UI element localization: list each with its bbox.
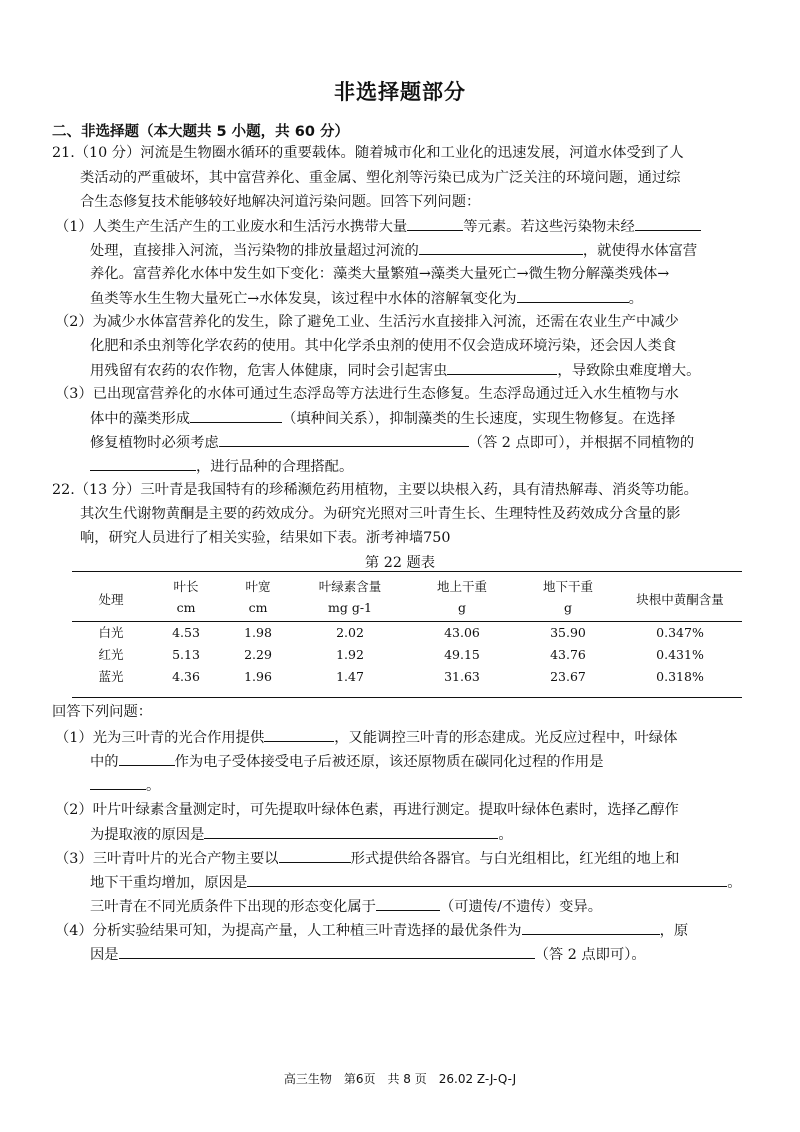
table-cell: 31.63	[444, 668, 480, 684]
table-cell: 蓝光	[98, 669, 124, 684]
q22-part2-text-b: 为提取液的原因是	[90, 827, 205, 843]
q22-part2-text-c: 。	[498, 827, 513, 843]
answer-blank[interactable]	[407, 216, 463, 231]
q21-part2-text-c: 用残留有农药的农作物，危害人体健康，同时会引起害虫	[90, 363, 448, 379]
table-cell: 1.98	[244, 624, 272, 640]
q22-part3-text-b: 形式提供给各器官。与白光组相比，红光组的地上和	[350, 851, 680, 867]
answer-blank[interactable]	[517, 288, 629, 303]
table-cell: 白光	[98, 625, 124, 640]
page-title: 非选择题部分	[334, 80, 466, 104]
q22-part4-text-b: ，原	[659, 923, 689, 939]
table-cell: 1.96	[244, 668, 272, 684]
q22-part3-text-a: （3）三叶青叶片的光合产物主要以	[55, 851, 279, 867]
q21-part1-line-1	[55, 216, 701, 237]
table-unit-cell: cm	[176, 599, 196, 615]
table-cell: 4.53	[172, 624, 200, 640]
q21-line-2: 类活动的严重破坏，其中富营养化、重金属、塑化剂等污染已成为广泛关注的环境问题，通过综	[80, 170, 681, 186]
table-header-cell: 地上干重	[436, 579, 487, 594]
q21-part1-text-c: 处理，直接排入河流，当污染物的排放量超过河流的	[90, 243, 419, 259]
table-cell: 0.431%	[656, 646, 704, 662]
table-unit-cell: cm	[248, 599, 268, 615]
table-header-cell: 叶宽	[245, 579, 271, 594]
answer-blank[interactable]	[376, 896, 440, 911]
q21-part1-line-3: 养化。富营养化水体中发生如下变化：藻类大量繁殖→藻类大量死亡→微生物分解藻类残体→	[90, 266, 670, 282]
page-footer: 高三生物 第6页 共 8 页 26.02 Z-J-Q-J	[283, 1072, 517, 1086]
table-cell: 43.76	[550, 646, 586, 662]
results-table	[72, 571, 742, 687]
q21-part2-line-3	[90, 360, 700, 381]
q21-part3-line-1: （3）已出现富营养化的水体可通过生态浮岛等方法进行生态修复。生态浮岛通过迁入水生植物与水	[55, 386, 679, 402]
q22-part1-text-b: ，又能调控三叶青的形态建成。光反应过程中，叶绿体	[334, 730, 678, 746]
q22-part4-text-a: （4）分析实验结果可知，为提高产量，人工种植三叶青选择的最优条件为	[55, 923, 522, 939]
q22-part2-line-2	[90, 824, 513, 845]
q22-part1-text-a: （1）光为三叶青的光合作用提供	[55, 730, 265, 746]
answer-blank[interactable]	[247, 872, 727, 887]
q22-part1-line-2	[90, 751, 604, 772]
table-cell: 0.318%	[656, 668, 704, 684]
table-cell: 2.29	[244, 646, 272, 662]
q22-part3-text-c: 地下干重均增加，原因是	[90, 875, 248, 891]
table-bottom-rule	[72, 697, 742, 698]
q21-part1-text-f: 鱼类等水生生物大量死亡→水体发臭，该过程中水体的溶解氧变化为	[90, 291, 517, 307]
table-cell: 2.02	[336, 624, 364, 640]
q22-part2-line-1: （2）叶片叶绿素含量测定时，可先提取叶绿体色素，再进行测定。提取叶绿体色素时，选择乙醇作	[55, 802, 679, 818]
q22-part4-line-1	[55, 920, 688, 941]
answer-intro: 回答下列问题：	[52, 704, 153, 720]
table-cell: 1.92	[336, 646, 364, 662]
q22-line-3: 响，研究人员进行了相关实验，结果如下表。浙考神墙750	[80, 530, 451, 546]
q22-part3-text-f: （可遗传/不遗传）变异。	[439, 899, 603, 915]
table-cell: 23.67	[550, 668, 586, 684]
q22-part1-line-3	[90, 775, 160, 796]
q22-part1-text-d: 作为电子受体接受电子后被还原，该还原物质在碳同化过程的作用是	[174, 754, 604, 770]
q21-line-3: 合生态修复技术能够较好地解决河道污染问题。回答下列问题：	[80, 194, 481, 210]
q22-part3-text-d: 。	[727, 875, 742, 891]
q22-part1-text-e: 。	[146, 778, 161, 794]
table-cell: 5.13	[172, 646, 200, 662]
section-heading: 二、非选择题（本大题共 5 小题，共 60 分）	[52, 124, 349, 140]
q21-part1-text-g: 。	[628, 291, 643, 307]
q22-part3-line-2	[90, 872, 742, 893]
table-header-cell: 地下干重	[542, 579, 593, 594]
table-cell: 43.06	[444, 624, 480, 640]
table-header-cell: 块根中黄酮含量	[636, 591, 724, 607]
table-unit-cell: g	[563, 599, 572, 615]
table-header-cell: 叶绿素含量	[318, 579, 382, 594]
q21-part3-text-c: （填种间关系），抑制藻类的生长速度，实现生物修复。在选择	[282, 411, 676, 427]
answer-blank[interactable]	[447, 360, 557, 375]
answer-blank[interactable]	[264, 727, 334, 742]
answer-blank[interactable]	[219, 432, 469, 447]
q22-line-1: 22.（13 分）三叶青是我国特有的珍稀濒危药用植物，主要以块根入药，具有清热解毒、消炎等功能。	[52, 482, 698, 498]
q22-part3-line-1	[55, 848, 679, 869]
q21-part1-text-a: （1）人类生产生活产生的工业废水和生活污水携带大量	[55, 219, 408, 235]
q21-part3-text-e: （答 2 点即可），并根据不同植物的	[468, 435, 695, 451]
q21-part3-line-4	[90, 456, 353, 477]
q22-part4-line-2	[90, 944, 646, 965]
q21-part1-line-2	[90, 240, 697, 261]
q21-part1-text-b: 等元素。若这些污染物未经	[463, 219, 635, 235]
answer-blank[interactable]	[190, 408, 282, 423]
q22-line-2: 其次生代谢物黄酮是主要的药效成分。为研究光照对三叶青生长、生理特性及药效成分含量的影	[80, 506, 681, 522]
answer-blank[interactable]	[522, 920, 660, 935]
q21-line-1: 21.（10 分）河流是生物圈水循环的重要载体。随着城市化和工业化的迅速发展，河道水体受到了人	[52, 145, 684, 161]
q21-part1-line-4	[90, 288, 643, 309]
q21-part3-line-3	[90, 432, 694, 453]
q21-part2-line-1: （2）为减少水体富营养化的发生，除了避免工业、生活污水直接排入河流，还需在农业生产中减少	[55, 314, 679, 330]
q21-part3-line-2	[90, 408, 675, 429]
answer-blank[interactable]	[90, 775, 146, 790]
q22-part4-text-c: 因是	[90, 947, 119, 963]
answer-blank[interactable]	[119, 751, 175, 766]
q22-part3-line-3	[90, 896, 602, 917]
q21-part3-text-d: 修复植物时必须考虑	[90, 435, 219, 451]
answer-blank[interactable]	[90, 456, 196, 471]
table-cell: 红光	[98, 647, 124, 662]
table-row	[72, 665, 742, 687]
table-cell: 49.15	[444, 646, 480, 662]
table-header-cell: 叶长	[173, 579, 199, 594]
table-header-cell: 处理	[98, 591, 124, 607]
q21-part1-text-d: ，就使得水体富营	[582, 243, 698, 259]
table-unit-cell: g	[457, 599, 466, 615]
table-cell: 1.47	[336, 668, 364, 684]
q21-part3-text-f: ，进行品种的合理搭配。	[196, 459, 354, 475]
table-row	[72, 643, 742, 665]
table-caption: 第 22 题表	[364, 555, 436, 571]
answer-blank[interactable]	[119, 944, 535, 959]
table-cell: 4.36	[172, 668, 200, 684]
answer-blank[interactable]	[279, 848, 351, 863]
table-row	[72, 621, 742, 643]
answer-blank[interactable]	[419, 240, 583, 255]
q22-part1-line-1	[55, 727, 677, 748]
table-unit-cell: mg g-1	[327, 599, 372, 615]
table-cell: 0.347%	[656, 624, 704, 640]
q21-part2-line-2: 化肥和杀虫剂等化学农药的使用。其中化学杀虫剂的使用不仅会造成环境污染，还会因人类食	[90, 338, 677, 354]
q22-part4-text-d: （答 2 点即可）。	[534, 947, 646, 963]
q21-part3-text-b: 体中的藻类形成	[90, 411, 191, 427]
table-cell: 35.90	[550, 624, 586, 640]
q22-part3-text-e: 三叶青在不同光质条件下出现的形态变化属于	[90, 899, 376, 915]
answer-blank[interactable]	[635, 216, 701, 231]
q22-part1-text-c: 中的	[90, 754, 119, 770]
answer-blank[interactable]	[204, 824, 498, 839]
q21-part2-text-d: ，导致除虫难度增大。	[557, 363, 701, 379]
